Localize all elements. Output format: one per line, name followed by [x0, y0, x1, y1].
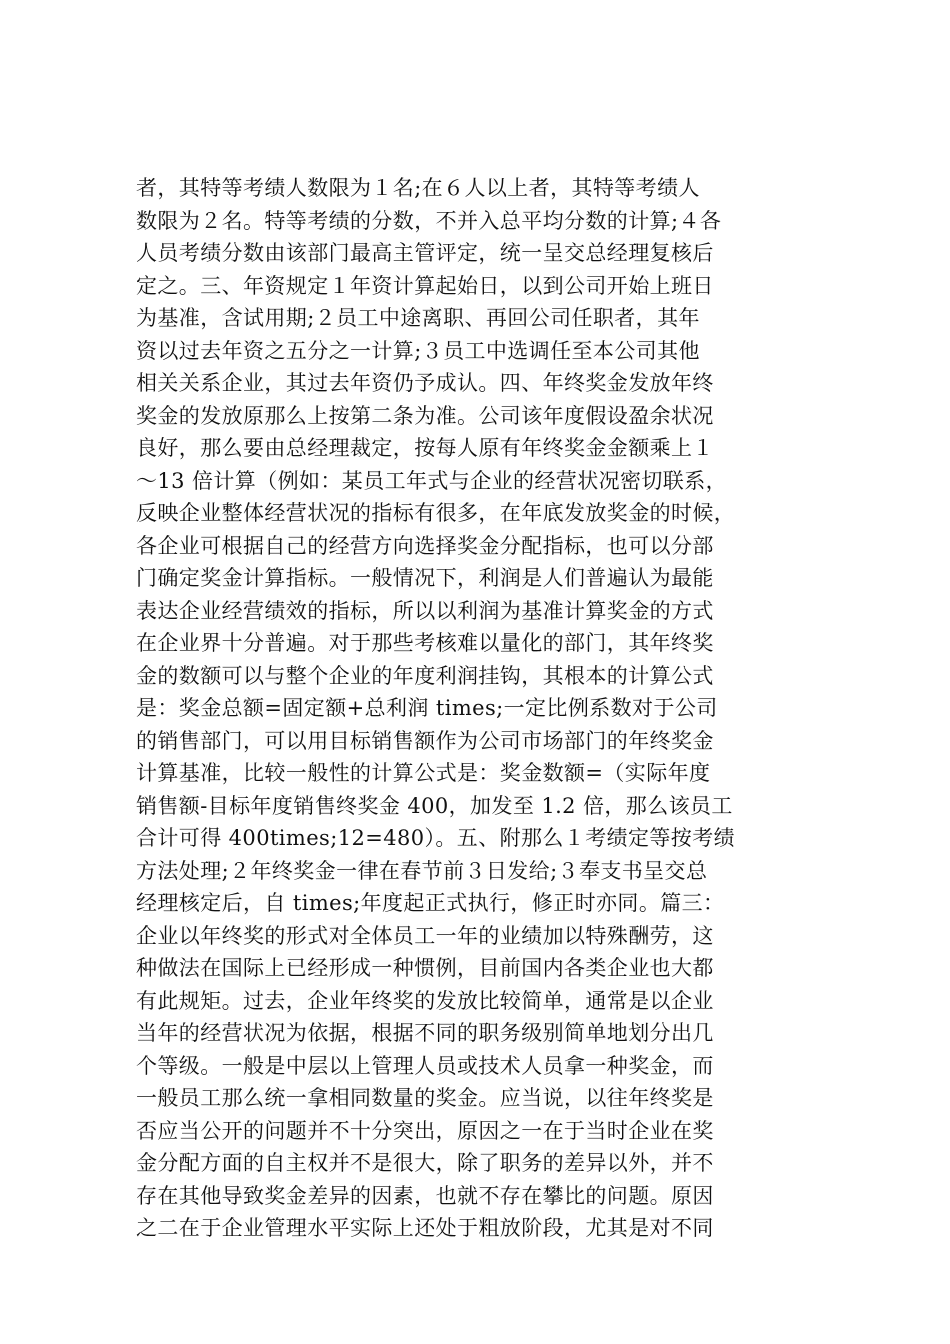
text-line: 反映企业整体经营状况的指标有很多，在年底发放奖金的时候，	[136, 501, 736, 525]
text-line: 当年的经营状况为依据，根据不同的职务级别简单地划分出几	[136, 1021, 714, 1045]
text-line: 销售额-目标年度销售终奖金 400，加发至 1.2 倍，那么该员工	[136, 793, 733, 818]
text-line: 金分配方面的自主权并不是很大，除了职务的差异以外，并不	[136, 1151, 714, 1175]
text-line: 良好，那么要由总经理裁定，按每人原有年终奖金金额乘上１	[136, 436, 714, 460]
text-line: 表达企业经营绩效的指标，所以以利润为基准计算奖金的方式	[136, 598, 714, 623]
text-line: 金的数额可以与整个企业的年度利润挂钩，其根本的计算公式	[136, 663, 714, 688]
body-text	[136, 172, 836, 1245]
text-line: 种做法在国际上已经形成一种惯例，目前国内各类企业也大都	[136, 956, 714, 980]
text-line: 之二在于企业管理水平实际上还处于粗放阶段，尤其是对不同	[136, 1216, 714, 1240]
text-line: 奖金的发放原那么上按第二条为准。公司该年度假设盈余状况	[136, 403, 714, 428]
text-line: 各企业可根据自己的经营方向选择奖金分配指标，也可以分部	[136, 533, 714, 558]
text-line: 在企业界十分普遍。对于那些考核难以量化的部门，其年终奖	[136, 631, 714, 655]
text-line: ～13 倍计算（例如：某员工年式与企业的经营状况密切联系，	[136, 468, 727, 493]
text-line: 方法处理;２年终奖金一律在春节前３日发给;３奉支书呈交总	[136, 858, 708, 883]
text-line: 是：奖金总额=固定额+总利润 times;一定比例系数对于公司	[136, 696, 718, 720]
text-line: 计算基准，比较一般性的计算公式是：奖金数额=（实际年度	[136, 761, 711, 785]
text-line: 有此规矩。过去，企业年终奖的发放比较简单，通常是以企业	[136, 988, 714, 1013]
text-line: 人员考绩分数由该部门最高主管评定，统一呈交总经理复核后	[136, 241, 714, 265]
text-line: 数限为２名。特等考绩的分数，不并入总平均分数的计算;４各	[136, 208, 722, 233]
text-line: 的销售部门，可以用目标销售额作为公司市场部门的年终奖金	[136, 728, 714, 753]
text-line: 合计可得 400times;12=480）。五、附那么１考绩定等按考绩	[136, 826, 736, 850]
text-line: 企业以年终奖的形式对全体员工一年的业绩加以特殊酬劳，这	[136, 923, 714, 948]
text-line: 资以过去年资之五分之一计算;３员工中选调任至本公司其他	[136, 338, 700, 363]
text-line: 者，其特等考绩人数限为１名;在６人以上者，其特等考绩人	[136, 176, 700, 200]
text-line: 为基准，含试用期;２员工中途离职、再回公司任职者，其年	[136, 306, 700, 330]
text-line: 个等级。一般是中层以上管理人员或技术人员拿一种奖金，而	[136, 1053, 714, 1078]
text-line: 存在其他导致奖金差异的因素，也就不存在攀比的问题。原因	[136, 1183, 714, 1208]
text-line: 经理核定后，自 times;年度起正式执行，修正时亦同。篇三：	[136, 891, 725, 915]
text-line: 一般员工那么统一拿相同数量的奖金。应当说，以往年终奖是	[136, 1086, 714, 1110]
text-line: 定之。三、年资规定１年资计算起始日，以到公司开始上班日	[136, 273, 714, 298]
text-line: 门确定奖金计算指标。一般情况下，利润是人们普遍认为最能	[136, 566, 714, 590]
text-line: 相关关系企业，其过去年资仍予成认。四、年终奖金发放年终	[136, 371, 714, 395]
text-line: 否应当公开的问题并不十分突出，原因之一在于当时企业在奖	[136, 1118, 714, 1143]
